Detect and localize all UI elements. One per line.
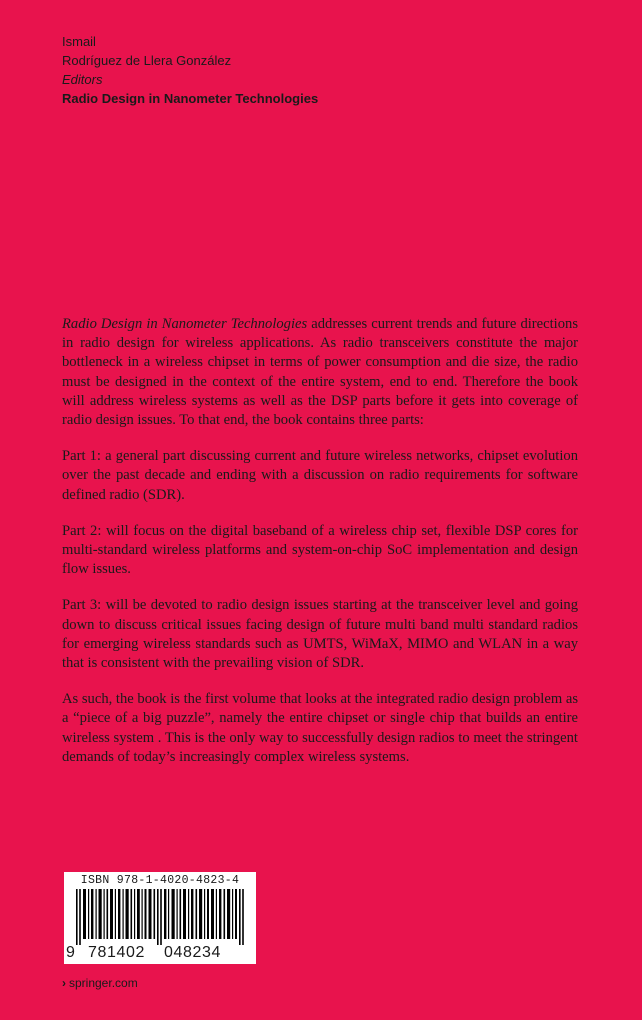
blurb-paragraph-part3: Part 3: will be devoted to radio design issues starting at the transceiver level and going down to discuss critical issues facing design of future multi band multi standard radios for emerging wireless standards such as UMTS, WiMaX, MIMO and WLAN in a way that is consistent with the prevailing vision of SDR. (62, 597, 578, 672)
blurb-paragraph-intro (62, 315, 578, 430)
blurb-paragraph-conclusion: As such, the book is the first volume that looks at the integrated radio design problem as a “piece of a big puzzle”, namely the entire chipset or single chip that builds an entire wireless system . This is the only way to successfully design radios to meet the stringent demands of today’s increasingly complex wireless systems. (62, 691, 578, 765)
chevron-right-icon: › (62, 976, 66, 990)
book-title: Radio Design in Nanometer Technologies (62, 91, 319, 106)
barcode-digits-group2: 048234 (164, 944, 221, 961)
blurb-intro-text: addresses current trends and future directions in radio design for wireless applications. As radio transceivers constitute the major bottleneck in a wireless chipset in terms of power consumption and die size, the radio must be designed in the context of the entire system, end to end. Therefore the book will address wireless systems as well as the DSP parts before it gets into coverage of radio design issues. To that end, the book contains three parts: (62, 316, 578, 429)
barcode-digit-first: 9 (66, 944, 76, 961)
blurb-title-italic: Radio Design in Nanometer Technologies (62, 316, 308, 332)
isbn-barcode (64, 872, 256, 964)
editors-role: Editors (62, 72, 103, 87)
editors-block (62, 32, 482, 108)
barcode-digits-group1: 781402 (88, 944, 145, 961)
blurb-paragraph-part2: Part 2: will focus on the digital baseband of a wireless chip set, flexible DSP cores for multi-standard wireless platforms and system-on-chip SoC implementation and design flow issues. (62, 522, 578, 578)
springer-url[interactable]: springer.com (69, 976, 138, 990)
editor-name-1: Ismail (62, 34, 96, 49)
blurb-paragraph-part1: Part 1: a general part discussing current and future wireless networks, chipset evolution over the past decade and ending with a discussion on radio requirements for software defined radio (SDR). (62, 448, 578, 503)
isbn-label: ISBN 978-1-4020-4823-4 (80, 874, 240, 887)
back-cover-blurb (62, 315, 578, 784)
editor-name-2: Rodríguez de Llera González (62, 53, 232, 68)
barcode-bars (76, 889, 244, 945)
springer-link[interactable] (62, 976, 138, 990)
